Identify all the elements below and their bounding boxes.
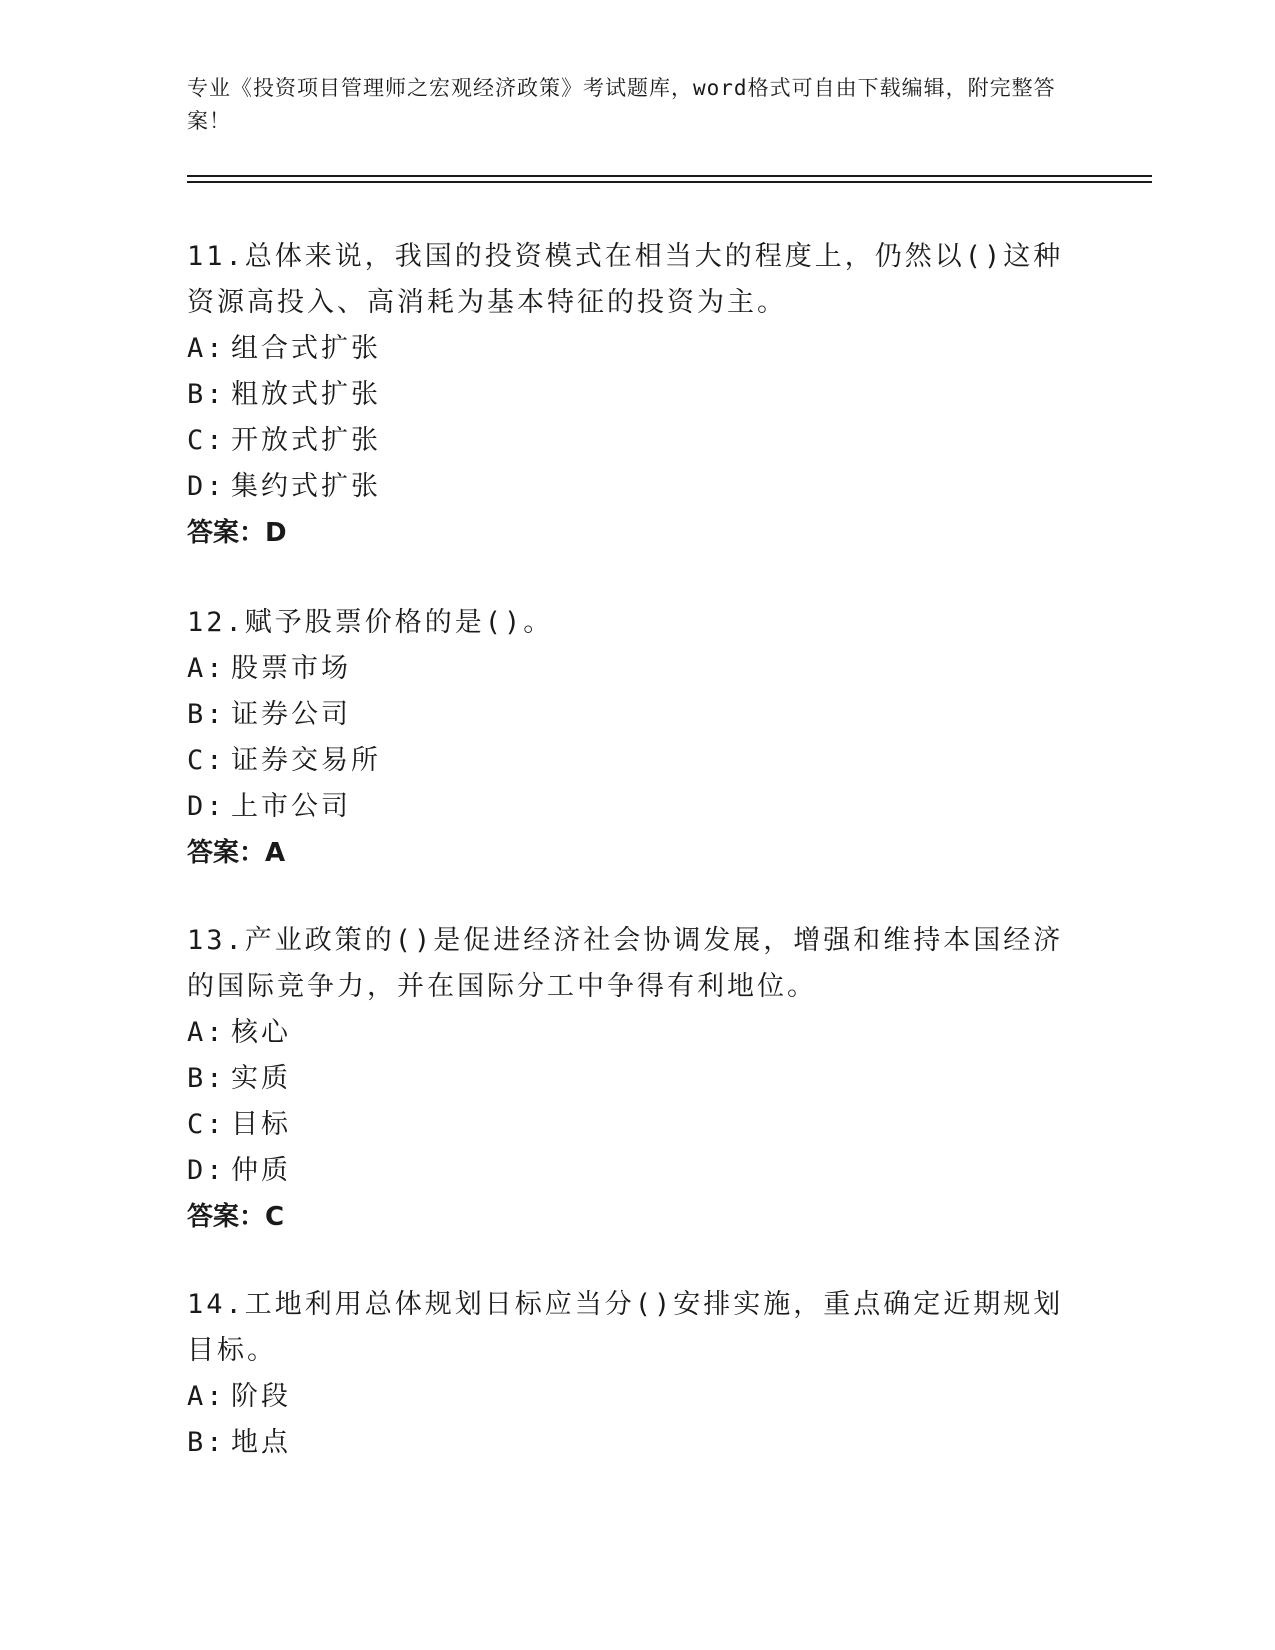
option-d (187, 464, 1087, 510)
option-key: A: (187, 653, 226, 684)
option-text: 地点 (231, 1427, 291, 1458)
question-11 (187, 234, 1087, 556)
option-d (187, 784, 1087, 830)
option-text: 证券公司 (231, 699, 351, 730)
option-key: B: (187, 1427, 226, 1458)
option-key: A: (187, 1017, 226, 1048)
option-key: A: (187, 1381, 226, 1412)
answer-line: 答案：A (187, 838, 286, 868)
option-key: D: (187, 471, 226, 502)
option-c (187, 738, 1087, 784)
option-text: 粗放式扩张 (231, 379, 381, 410)
question-12 (187, 600, 1087, 876)
option-key: D: (187, 791, 226, 822)
option-a (187, 1010, 1087, 1056)
option-text: 上市公司 (231, 791, 351, 822)
question-stem: 12.赋予股票价格的是()。 (187, 607, 554, 638)
option-d (187, 1148, 1087, 1194)
option-a (187, 1374, 1087, 1420)
option-key: C: (187, 1109, 226, 1140)
option-a (187, 646, 1087, 692)
option-key: D: (187, 1155, 226, 1186)
question-stem: 11.总体来说，我国的投资模式在相当大的程度上，仍然以()这种资源高投入、高消耗为基本特征的投资为主。 (187, 241, 1064, 318)
answer-line: 答案：D (187, 518, 287, 548)
header-divider-top (187, 175, 1152, 177)
option-b (187, 372, 1087, 418)
option-b (187, 1420, 1087, 1466)
option-text: 开放式扩张 (231, 425, 381, 456)
option-text: 证券交易所 (231, 745, 381, 776)
option-key: B: (187, 699, 226, 730)
question-13 (187, 918, 1087, 1240)
option-c (187, 1102, 1087, 1148)
option-key: C: (187, 425, 226, 456)
option-c (187, 418, 1087, 464)
option-text: 集约式扩张 (231, 471, 381, 502)
option-key: A: (187, 333, 226, 364)
option-b (187, 692, 1087, 738)
option-text: 仲质 (231, 1155, 291, 1186)
option-key: B: (187, 1063, 226, 1094)
option-text: 股票市场 (231, 653, 351, 684)
option-text: 组合式扩张 (231, 333, 381, 364)
option-text: 实质 (231, 1063, 291, 1094)
question-stem: 13.产业政策的()是促进经济社会协调发展，增强和维持本国经济的国际竞争力，并在国际分工中争得有利地位。 (187, 925, 1064, 1002)
answer-line: 答案：C (187, 1202, 285, 1232)
option-text: 核心 (231, 1017, 291, 1048)
option-key: C: (187, 745, 226, 776)
header-divider-bottom (187, 181, 1152, 183)
question-stem: 14.工地利用总体规划日标应当分()安排实施，重点确定近期规划目标。 (187, 1289, 1064, 1366)
option-text: 目标 (231, 1109, 291, 1140)
question-14 (187, 1282, 1087, 1466)
option-text: 阶段 (231, 1381, 291, 1412)
option-b (187, 1056, 1087, 1102)
document-header: 专业《投资项目管理师之宏观经济政策》考试题库，word格式可自由下载编辑，附完整答案！ (187, 76, 1056, 133)
option-a (187, 326, 1087, 372)
option-key: B: (187, 379, 226, 410)
